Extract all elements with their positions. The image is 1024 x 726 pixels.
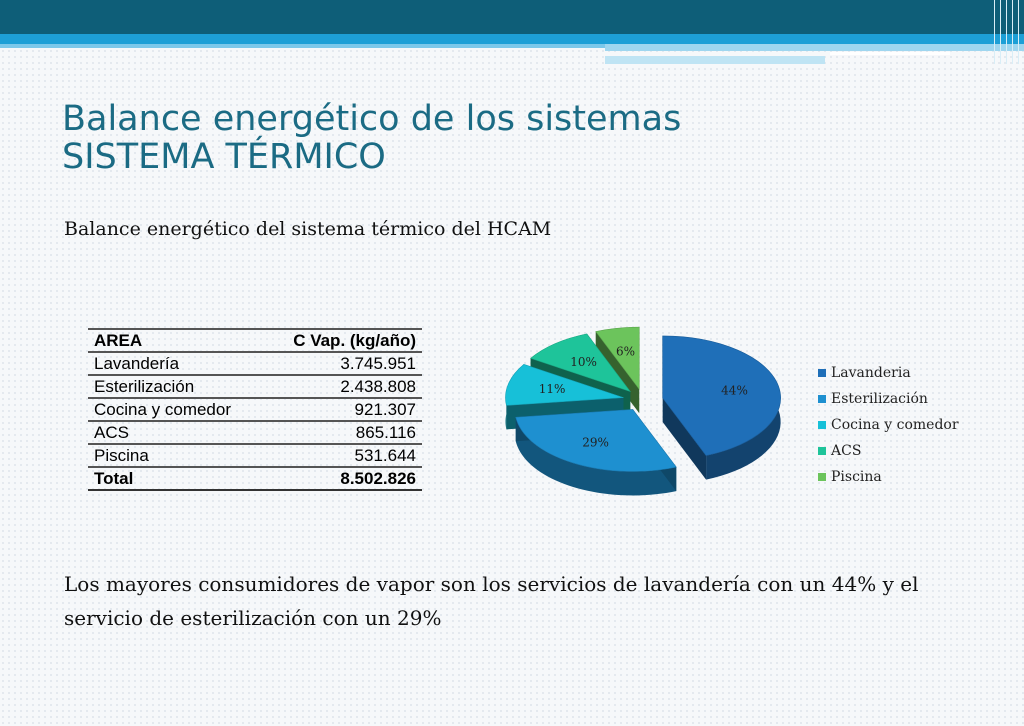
table-row xyxy=(88,398,422,421)
title-line-1: Balance energético de los sistemas xyxy=(62,99,682,139)
total-label: Total xyxy=(88,467,272,490)
pie-slice-1 xyxy=(516,409,677,495)
row-area: Lavandería xyxy=(88,352,272,375)
slide-title xyxy=(62,100,681,176)
pie-data-label: 44% xyxy=(721,383,748,398)
row-area: Piscina xyxy=(88,444,272,467)
header-area: AREA xyxy=(88,329,272,352)
chart-legend xyxy=(818,360,959,490)
pie-data-label: 11% xyxy=(538,382,566,397)
legend-swatch xyxy=(818,447,826,455)
pie-data-label: 10% xyxy=(570,354,597,369)
decorative-lines xyxy=(990,0,1024,64)
steam-consumption-table xyxy=(88,328,422,491)
table-row xyxy=(88,375,422,398)
table-header-row xyxy=(88,329,422,352)
row-area: Esterilización xyxy=(88,375,272,398)
total-value: 8.502.826 xyxy=(272,467,422,490)
legend-swatch xyxy=(818,395,826,403)
legend-swatch xyxy=(818,421,826,429)
pie-data-label: 29% xyxy=(582,435,609,450)
row-value: 865.116 xyxy=(272,421,422,444)
legend-item xyxy=(818,464,959,490)
legend-swatch xyxy=(818,473,826,481)
row-value: 531.644 xyxy=(272,444,422,467)
header-stripe xyxy=(605,44,1024,51)
legend-swatch xyxy=(818,369,826,377)
table-row xyxy=(88,421,422,444)
header-stripe xyxy=(605,56,825,64)
title-line-2: SISTEMA TÉRMICO xyxy=(62,137,386,177)
row-area: Cocina y comedor xyxy=(88,398,272,421)
legend-item xyxy=(818,360,959,386)
table-row xyxy=(88,444,422,467)
header-value: C Vap. (kg/año) xyxy=(272,329,422,352)
header-stripe xyxy=(0,44,605,48)
pie-chart xyxy=(468,320,808,520)
slide-subtitle: Balance energético del sistema térmico del HCAM xyxy=(64,218,552,240)
legend-label: Cocina y comedor xyxy=(831,417,959,433)
row-value: 921.307 xyxy=(272,398,422,421)
row-value: 2.438.808 xyxy=(272,375,422,398)
legend-label: Esterilización xyxy=(831,391,928,407)
legend-label: Piscina xyxy=(831,469,882,485)
row-value: 3.745.951 xyxy=(272,352,422,375)
legend-item xyxy=(818,438,959,464)
table-row xyxy=(88,352,422,375)
legend-label: Lavanderia xyxy=(831,365,911,381)
header-band xyxy=(0,0,1024,34)
table-total-row xyxy=(88,467,422,490)
legend-item xyxy=(818,412,959,438)
legend-label: ACS xyxy=(831,443,862,459)
pie-slice-0 xyxy=(663,336,781,480)
row-area: ACS xyxy=(88,421,272,444)
header-stripe xyxy=(830,52,950,55)
header-band-light xyxy=(0,34,1024,44)
conclusion-text: Los mayores consumidores de vapor son los servicios de lavandería con un 44% y el servicio de esterilización con un 29% xyxy=(64,572,919,630)
pie-data-label: 6% xyxy=(616,344,636,359)
legend-item xyxy=(818,386,959,412)
